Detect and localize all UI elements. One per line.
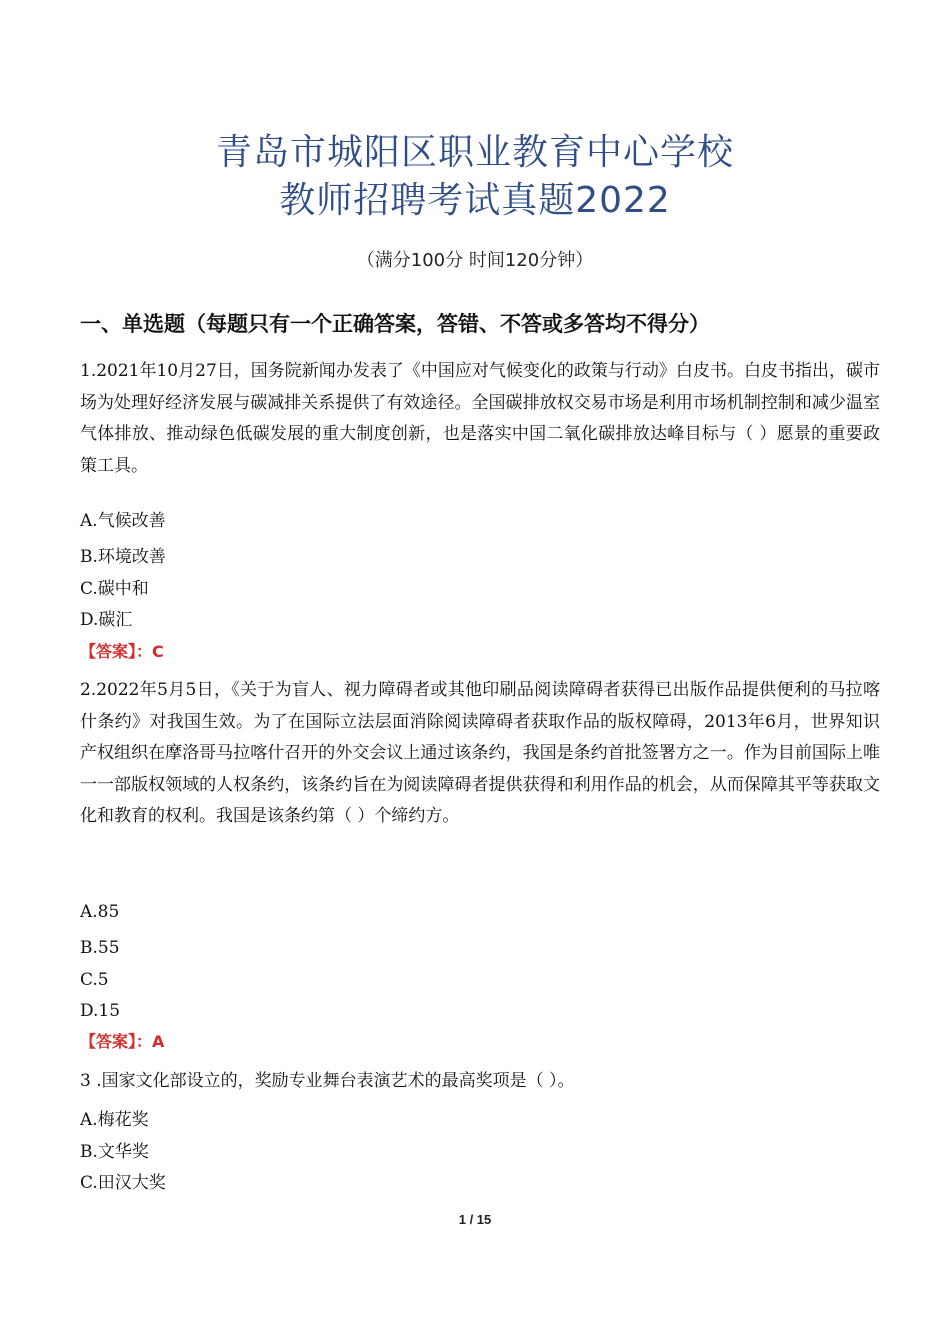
question-1-text: 1.2021年10月27日，国务院新闻办发表了《中国应对气候变化的政策与行动》白皮书。白皮书指出，碳市场为处理好经济发展与碳减排关系提供了有效途径。全国碳排放权交易市场是利用市场机制控制和减少温室气体排放、推动绿色低碳发展的重大制度创新，也是落实中国二氧化碳排放达峰目标与（ ）愿景的重要政策工具。	[80, 361, 880, 476]
question-3-option-c: C.田汉大奖	[80, 1173, 166, 1193]
question-1-option-d: D.碳汇	[80, 610, 133, 630]
question-1-answer: 【答案】：C	[80, 642, 164, 661]
section-heading: 一、单选题（每题只有一个正确答案，答错、不答或多答均不得分）	[80, 312, 710, 336]
question-3-text: 3 .国家文化部设立的，奖励专业舞台表演艺术的最高奖项是（ ）。	[80, 1071, 575, 1091]
exam-info: （满分100分 时间120分钟）	[356, 250, 594, 271]
document-title-line1: 青岛市城阳区职业教育中心学校	[215, 132, 734, 173]
question-2-option-c: C.5	[80, 970, 109, 990]
question-2-answer: 【答案】：A	[80, 1032, 165, 1051]
question-2-option-a: A.85	[80, 902, 120, 922]
document-title-line2: 教师招聘考试真题2022	[279, 180, 671, 221]
question-1-option-a: A.气候改善	[80, 511, 166, 531]
question-1-option-b: B.环境改善	[80, 547, 166, 567]
question-1-option-c: C.碳中和	[80, 579, 149, 599]
question-2-text: 2.2022年5月5日，《关于为盲人、视力障碍者或其他印刷品阅读障碍者获得已出版作品提供便利的马拉喀什条约》对我国生效。为了在国际立法层面消除阅读障碍者获取作品的版权障碍，2013年6月，世界知识产权组织在摩洛哥马拉喀什召开的外交会议上通过该条约，我国是条约首批签署方之一。作为目前国际上唯一一部版权领域的人权条约，该条约旨在为阅读障碍者提供获得和利用作品的机会，从而保障其平等获取文化和教育的权利。我国是该条约第（ ）个缔约方。	[80, 680, 880, 826]
question-3-option-b: B.文华奖	[80, 1142, 149, 1162]
question-2-option-d: D.15	[80, 1001, 121, 1021]
question-3-option-a: A.梅花奖	[80, 1110, 149, 1130]
question-2-option-b: B.55	[80, 938, 120, 958]
page-number: 1 / 15	[458, 1212, 492, 1227]
